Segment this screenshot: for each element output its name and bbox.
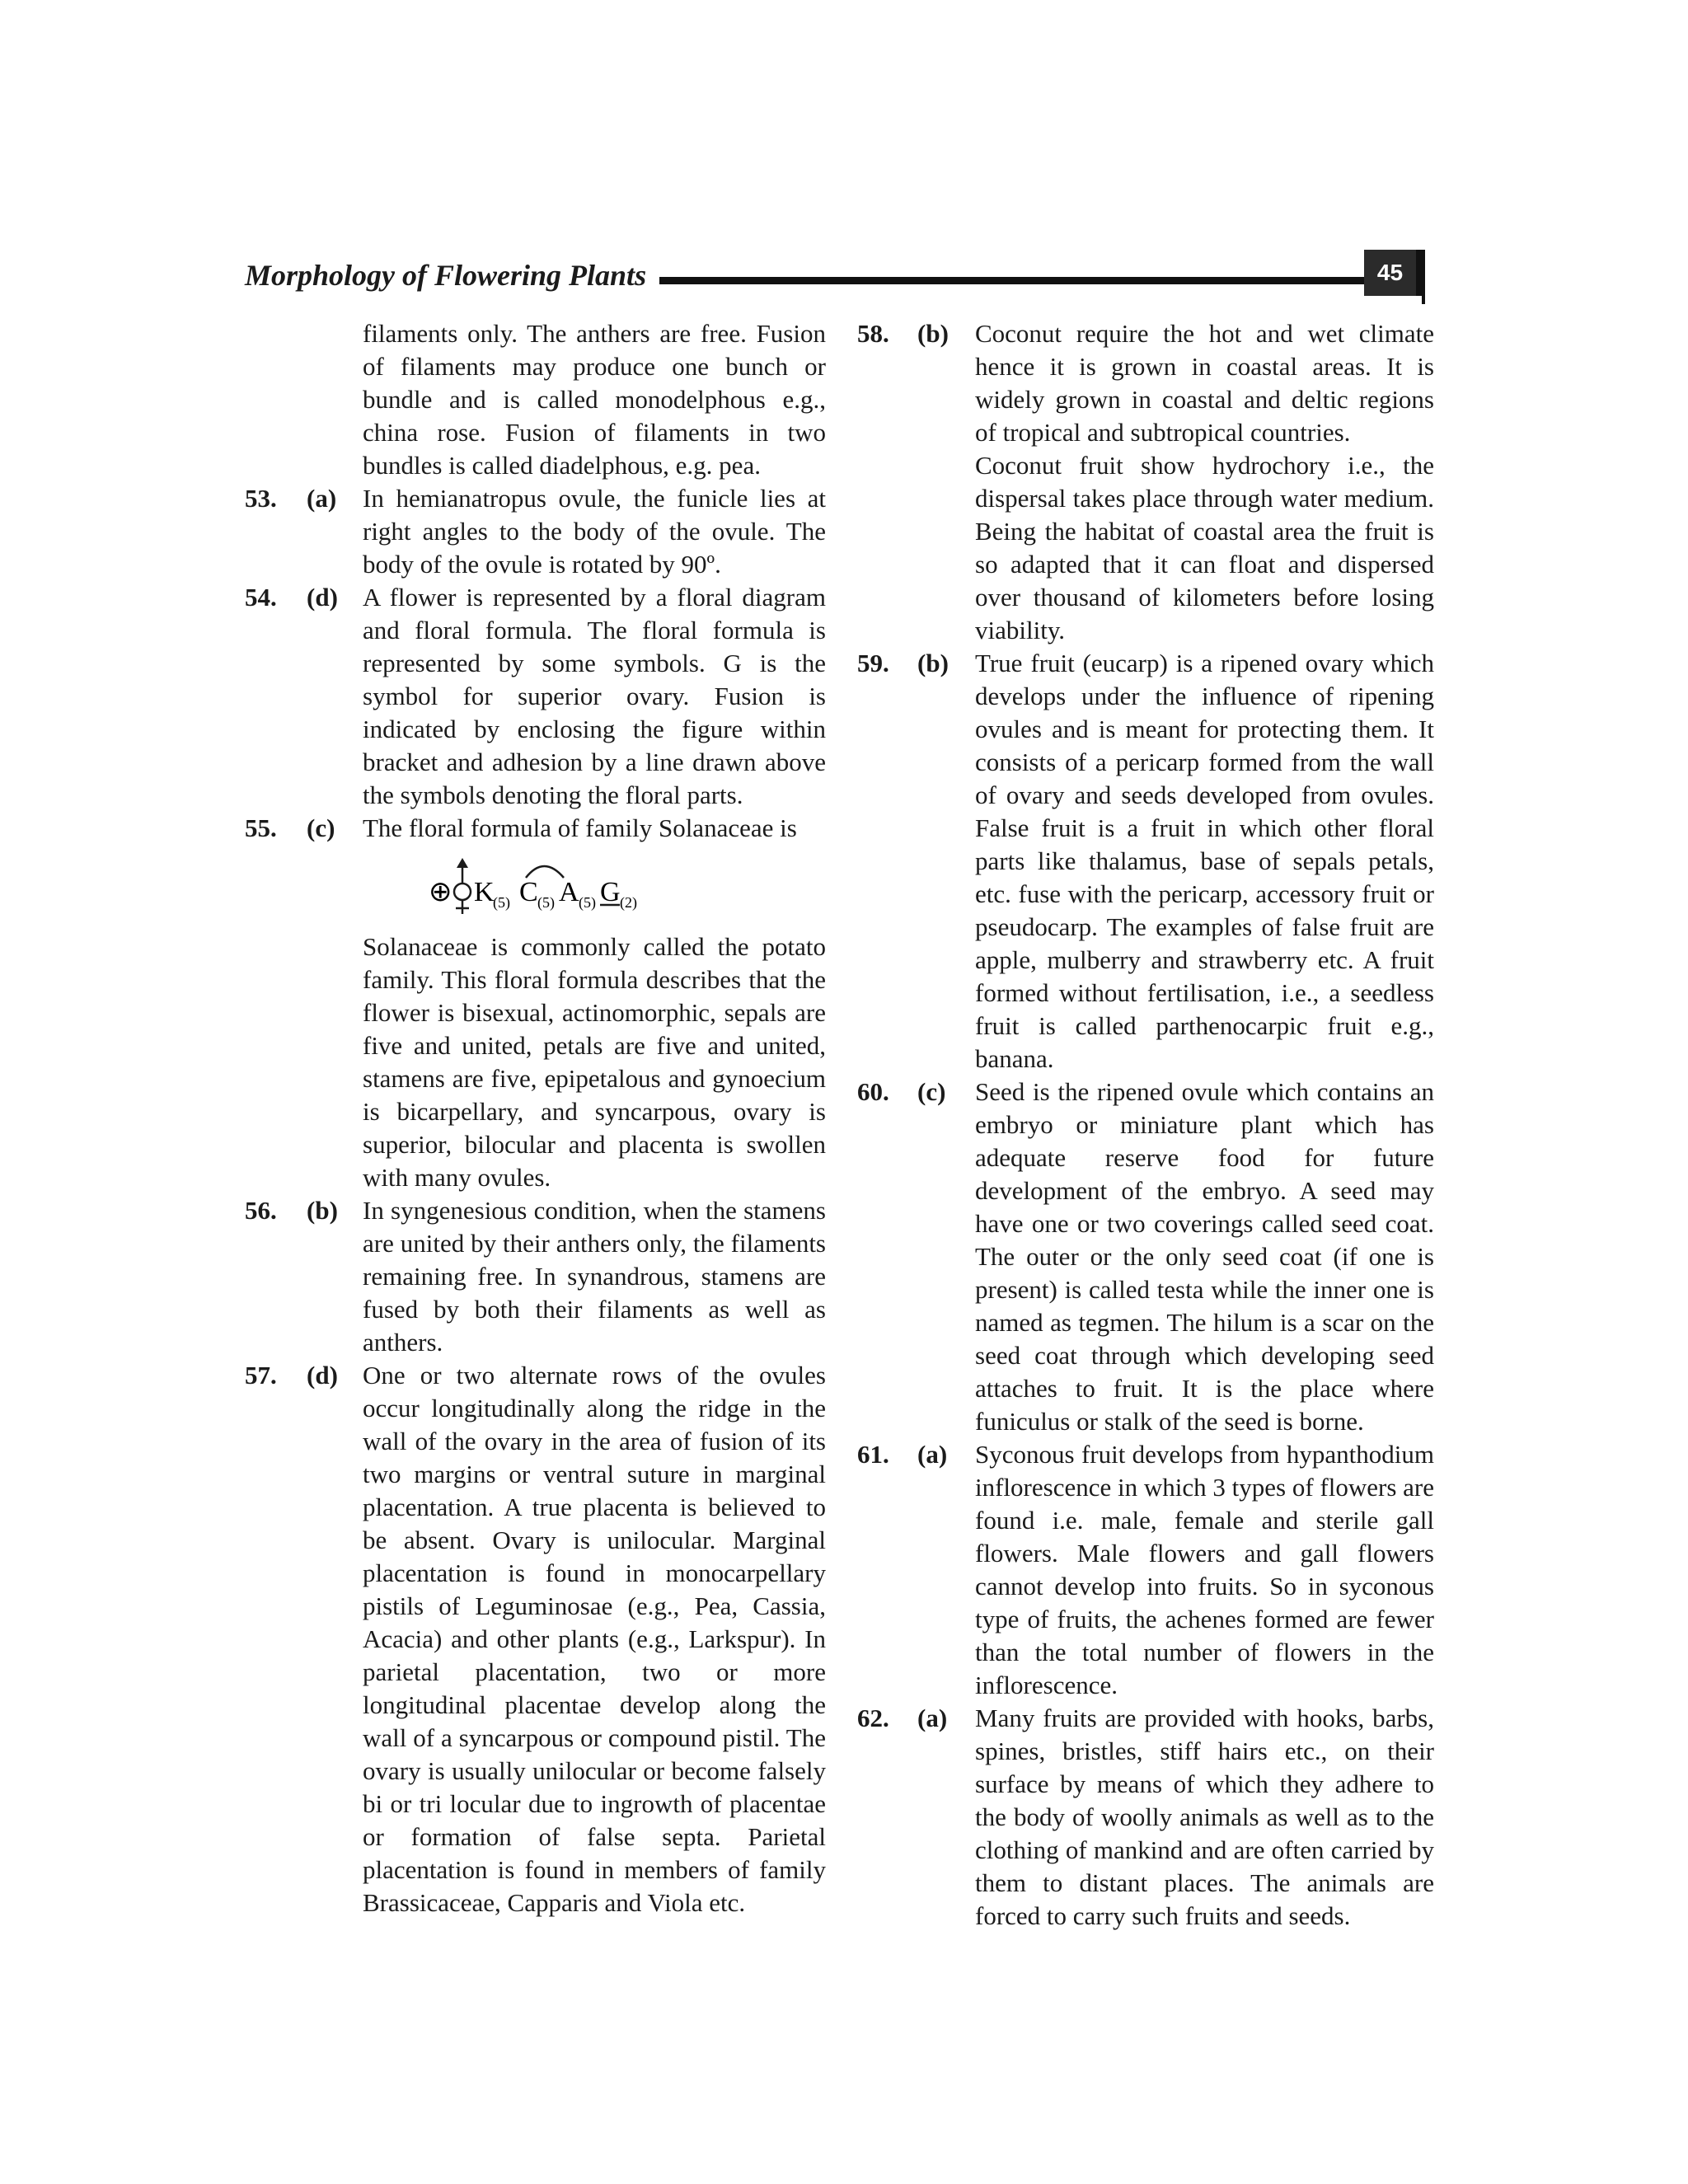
answer-option: (a) (307, 484, 337, 513)
question-number: 55. (245, 813, 277, 842)
explanation-text: Seed is the ripened ovule which contains an embryo or miniature plant which has adequate reserve food for future development of the embryo. A seed may have one or two coverings called seed coat. The outer or the only seed coat (if one is present) is called testa while the inner one is named as tegmen. The hilum is a scar on the seed coat through which developing seed attaches to fruit. It is the place where funiculus or stalk of the seed is borne. (975, 1077, 1434, 1436)
answer-option: (a) (917, 1440, 948, 1469)
continuation-text: filaments only. The anthers are free. Fusion of filaments may produce one bunch or bundle and is called monodelphous e.g., china rose. Fusion of filaments in two bundles is called diadelphous, e.g. pea. (363, 319, 826, 480)
explanation-text-continued: Solanaceae is commonly called the potato family. This floral formula describes that the flower is bisexual, actinomorphic, sepals are five and united, petals are five and united, stamens are five, epipetalous and gynoecium is bicarpellary, and syncarpous, ovary is superior, bilocular and placenta is swollen with many ovules. (363, 932, 826, 1192)
explanation-text: In hemianatropus ovule, the funicle lies at right angles to the body of the ovule. The body of the ovule is rotated by 90º. (363, 484, 826, 579)
corolla-count: (5) (537, 894, 555, 911)
floral-formula (363, 858, 826, 921)
answer-entry-53 (245, 482, 826, 581)
answer-option: (c) (307, 813, 335, 842)
calyx-symbol: K (474, 877, 495, 907)
androecium-count: (5) (579, 894, 596, 911)
explanation-text: Syconous fruit develops from hypanthodium inflorescence in which 3 types of flowers are found i.e. male, female and sterile gall flowers. Male flowers and gall flowers cannot develop into fruits. So in syconous type of fruits, the achenes formed are fewer than the total number of flowers in the inflorescence. (975, 1440, 1434, 1699)
corolla-symbol: C (519, 877, 538, 907)
answer-entry-55 (245, 812, 826, 1194)
question-number: 58. (857, 319, 889, 348)
answer-option: (d) (307, 1361, 338, 1390)
answer-entry-58 (857, 317, 1434, 647)
explanation-text: Coconut require the hot and wet climate hence it is grown in coastal areas. It is widely grown in coastal and deltic regions of tropical and subtropical countries. (975, 319, 1434, 447)
continuation-paragraph (245, 317, 826, 482)
question-number: 62. (857, 1704, 889, 1732)
answer-entry-61 (857, 1438, 1434, 1702)
calyx-count: (5) (493, 894, 510, 911)
answer-option: (c) (917, 1077, 946, 1106)
question-number: 59. (857, 649, 889, 677)
explanation-text: In syngenesious condition, when the stamens are united by their anthers only, the filaments remaining free. In synandrous, stamens are fused by both their filaments as well as anthers. (363, 1196, 826, 1357)
explanation-text: True fruit (eucarp) is a ripened ovary which develops under the influence of ripening ovules and is meant for protecting them. It consists of a pericarp formed from the wall of ovary and seeds developed from ovules. False fruit is a fruit in which other floral parts like thalamus, base of sepals petals, etc. fuse with the pericarp, accessory fruit or pseudocarp. The examples of false fruit are apple, mulberry and strawberry etc. A fruit formed without fertilisation, i.e., a seedless fruit is called parthenocarpic fruit e.g., banana. (975, 649, 1434, 1073)
gynoecium-count: (2) (620, 894, 637, 911)
question-number: 53. (245, 484, 277, 513)
right-column (857, 317, 1434, 1933)
answer-option: (d) (307, 583, 338, 612)
floral-formula-graphic (363, 858, 635, 921)
question-number: 56. (245, 1196, 277, 1225)
question-number: 60. (857, 1077, 889, 1106)
bisexual-symbol (454, 863, 471, 914)
page-number: 45 (1364, 250, 1422, 296)
adhesion-arc (526, 866, 564, 878)
explanation-text: One or two alternate rows of the ovules occur longitudinally along the ridge in the wall of the ovary in the area of fusion of its two margins or ventral suture in marginal placentation. A true placenta is believed to be absent. Ovary is unilocular. Marginal placentation is found in monocarpellary pistils of Leguminosae (e.g., Pea, Cassia, Acacia) and other plants (e.g., Larkspur). In parietal placentation, two or more longitudinal placentae develop along the wall of a syncarpous or compound pistil. The ovary is usually unilocular or become falsely bi or tri locular due to ingrowth of placentae or formation of false septa. Parietal placentation is found in members of family Brassicaceae, Capparis and Viola etc. (363, 1361, 826, 1917)
gynoecium-symbol: G (600, 877, 621, 907)
explanation-text: The floral formula of family Solanaceae is (363, 813, 797, 842)
answer-option: (b) (307, 1196, 338, 1225)
question-number: 57. (245, 1361, 277, 1390)
question-number: 54. (245, 583, 277, 612)
answer-entry-57 (245, 1359, 826, 1919)
running-head-title: Morphology of Flowering Plants (245, 259, 647, 292)
arrow-up-icon (457, 858, 468, 868)
answer-option: (b) (917, 319, 949, 348)
left-column (245, 317, 826, 1919)
answer-option: (a) (917, 1704, 948, 1732)
explanation-text-continued: Coconut fruit show hydrochory i.e., the dispersal takes place through water medium. Being the habitat of coastal area the fruit is so adapted that it can float and dispersed over thousand of kilometers before losing viability. (975, 451, 1434, 644)
header-rule (659, 277, 1372, 284)
actinomorphic-symbol: ⊕ (429, 877, 452, 907)
explanation-text: Many fruits are provided with hooks, barbs, spines, bristles, stiff hairs etc., on their surface by means of which they adhere to the body of woolly animals as well as to the clothing of mankind and are often carried by them to distant places. The animals are forced to carry such fruits and seeds. (975, 1704, 1434, 1930)
page-number-border (1422, 250, 1425, 304)
answer-entry-62 (857, 1702, 1434, 1933)
question-number: 61. (857, 1440, 889, 1469)
answer-option: (b) (917, 649, 949, 677)
answer-entry-60 (857, 1076, 1434, 1438)
answer-entry-54 (245, 581, 826, 812)
answer-entry-59 (857, 647, 1434, 1076)
androecium-symbol: A (559, 877, 579, 907)
answer-entry-56 (245, 1194, 826, 1359)
explanation-text: A flower is represented by a floral diagram and floral formula. The floral formula is represented by some symbols. G is the symbol for superior ovary. Fusion is indicated by enclosing the figure within bracket and adhesion by a line drawn above the symbols denoting the floral parts. (363, 583, 826, 809)
